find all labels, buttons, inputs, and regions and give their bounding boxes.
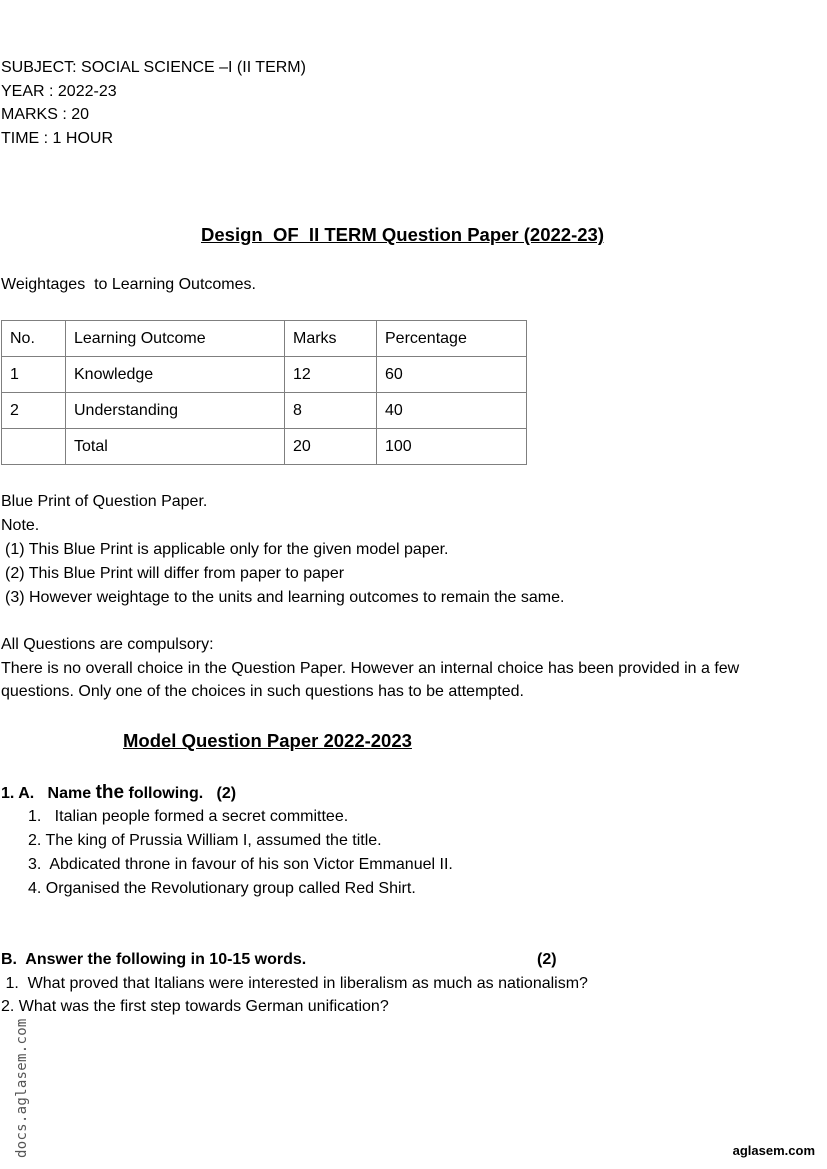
question-item: 1. What proved that Italians were interested in liberalism as much as nationalism?	[1, 975, 588, 992]
question-item: 3. Abdicated throne in favour of his son Victor Emmanuel II.	[28, 856, 453, 873]
table-header-cell: Percentage	[377, 321, 527, 357]
table-header-cell: Learning Outcome	[66, 321, 285, 357]
table-header-row	[2, 321, 527, 357]
marks-line: MARKS : 20	[1, 106, 90, 123]
table-row	[2, 429, 527, 465]
section-a-suffix: following. (2)	[124, 785, 237, 802]
note-item: (1) This Blue Print is applicable only for the given model paper.	[5, 541, 449, 558]
question-item: 4. Organised the Revolutionary group called Red Shirt.	[28, 880, 416, 897]
weightages-table	[1, 320, 527, 465]
table-cell: 2	[2, 393, 66, 429]
table-cell: Knowledge	[66, 357, 285, 393]
note-item: (2) This Blue Print will differ from paper to paper	[5, 565, 345, 582]
table-row	[2, 393, 527, 429]
table-cell: Understanding	[66, 393, 285, 429]
section-a-prefix: 1. A. Name	[1, 785, 96, 802]
section-a-the: the	[95, 782, 125, 803]
watermark: docs.aglasem.com	[14, 1018, 30, 1158]
note-label: Note.	[1, 517, 40, 534]
table-cell: 12	[285, 357, 377, 393]
section-b-marks: (2)	[537, 951, 557, 968]
weightages-label: Weightages to Learning Outcomes.	[1, 276, 256, 293]
year-line: YEAR : 2022-23	[1, 83, 117, 100]
design-title: Design OF II TERM Question Paper (2022-23)	[201, 224, 604, 245]
note-item: (3) However weightage to the units and learning outcomes to remain the same.	[5, 589, 565, 606]
section-a-heading	[1, 781, 236, 806]
table-cell: 40	[377, 393, 527, 429]
instructions-choice-line: questions. Only one of the choices in such questions has to be attempted.	[1, 683, 524, 700]
question-item: 2. What was the first step towards German unification?	[1, 998, 389, 1015]
table-cell: Total	[66, 429, 285, 465]
footer-brand: aglasem.com	[732, 1143, 815, 1158]
time-line: TIME : 1 HOUR	[1, 130, 114, 147]
question-item: 2. The king of Prussia William I, assumed the title.	[28, 832, 382, 849]
table-header-cell: No.	[2, 321, 66, 357]
section-b-heading: B. Answer the following in 10-15 words.	[1, 951, 307, 968]
table-cell: 8	[285, 393, 377, 429]
table-cell: 100	[377, 429, 527, 465]
subject-line: SUBJECT: SOCIAL SCIENCE –I (II TERM)	[1, 59, 306, 76]
table-cell: 20	[285, 429, 377, 465]
blueprint-heading: Blue Print of Question Paper.	[1, 493, 208, 510]
instructions-compulsory: All Questions are compulsory:	[1, 636, 214, 653]
table-row	[2, 357, 527, 393]
table-cell: 60	[377, 357, 527, 393]
instructions-choice-line: There is no overall choice in the Question Paper. However an internal choice has been provided in a few	[1, 660, 740, 677]
table-cell	[2, 429, 66, 465]
question-item: 1. Italian people formed a secret committee.	[28, 808, 349, 825]
model-paper-title: Model Question Paper 2022-2023	[123, 730, 412, 751]
table-cell: 1	[2, 357, 66, 393]
table-header-cell: Marks	[285, 321, 377, 357]
